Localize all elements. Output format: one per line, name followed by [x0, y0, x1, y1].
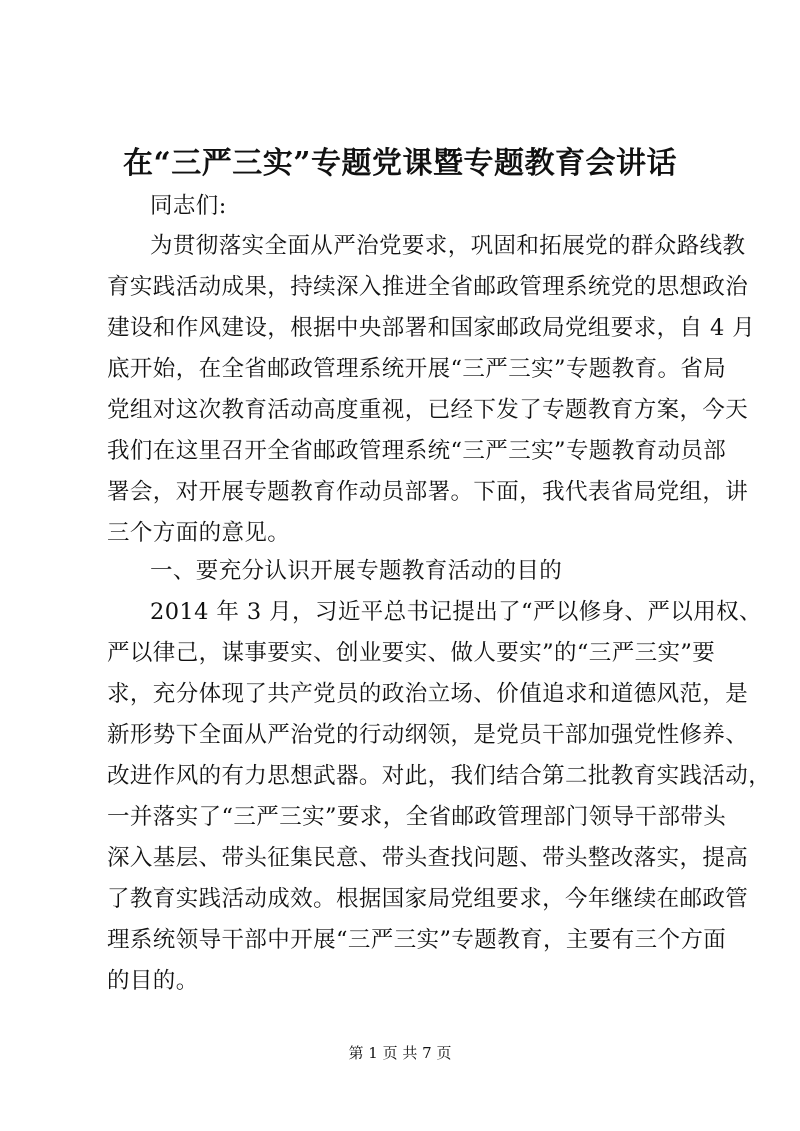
paragraph-line: 育实践活动成果，持续深入推进全省邮政管理系统党的思想政治 [107, 274, 749, 300]
paragraph-line: 我们在这里召开全省邮政管理系统“三严三实”专题教育动员部 [107, 438, 727, 464]
paragraph-line: 党组对这次教育活动高度重视，已经下发了专题教育方案，今天 [107, 397, 749, 423]
paragraph-line: 底开始，在全省邮政管理系统开展“三严三实”专题教育。省局 [107, 356, 727, 382]
document-title: 在“三严三实”专题党课暨专题教育会讲话 [122, 146, 677, 181]
paragraph-line: 了教育实践活动成效。根据国家局党组要求，今年继续在邮政管 [107, 886, 749, 912]
paragraph-line: 新形势下全面从严治党的行动纲领，是党员干部加强党性修养、 [107, 722, 749, 748]
paragraph-line: 的目的。 [107, 968, 199, 994]
paragraph-line: 为贯彻落实全面从严治党要求，巩固和拓展党的群众路线教 [150, 233, 746, 259]
paragraph-line: 严以律己，谋事要实、创业要实、做人要实”的“三严三实”要 [107, 640, 716, 666]
salutation-line: 同志们: [150, 193, 227, 219]
page-number: 第 1 页 共 7 页 [348, 1044, 452, 1062]
paragraph-line: 2014 年 3 月，习近平总书记提出了“严以修身、严以用权、 [150, 599, 762, 625]
paragraph-line: 一并落实了“三严三实”要求，全省邮政管理部门领导干部带头 [107, 804, 727, 830]
paragraph-line: 深入基层、带头征集民意、带头查找问题、带头整改落实，提高 [107, 845, 749, 871]
paragraph-line: 理系统领导干部中开展“三严三实”专题教育，主要有三个方面 [107, 927, 727, 953]
paragraph-line: 三个方面的意见。 [107, 520, 291, 546]
section-heading: 一、要充分认识开展专题教育活动的目的 [150, 558, 563, 584]
paragraph-line: 改进作风的有力思想武器。对此，我们结合第二批教育实践活动， [107, 763, 772, 789]
paragraph-line: 求，充分体现了共产党员的政治立场、价值追求和道德风范，是 [107, 681, 749, 707]
paragraph-line: 建设和作风建设，根据中央部署和国家邮政局党组要求，自 4 月 [107, 315, 756, 341]
paragraph-line: 署会，对开展专题教育作动员部署。下面，我代表省局党组，讲 [107, 479, 749, 505]
